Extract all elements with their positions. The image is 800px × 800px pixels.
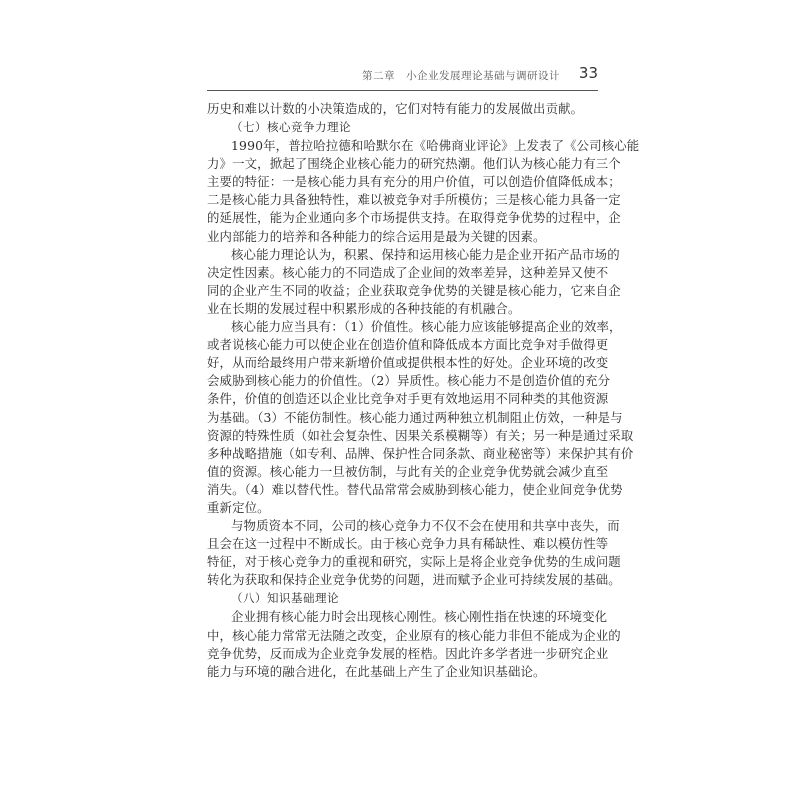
- text-line: 多种战略措施（如专利、品牌、保护性合同条款、商业秘密等）来保护其有价: [207, 445, 634, 461]
- text-line: 或者说核心能力可以使企业在创造价值和降低成本方面比竞争对手做得更: [207, 337, 609, 353]
- text-line: 转化为获取和保持企业竞争优势的问题，进而赋予企业可持续发展的基础。: [207, 572, 621, 588]
- text-line: 决定性因素。核心能力的不同造成了企业间的效率差异，这种差异又使不: [207, 264, 609, 280]
- text-line: 历史和难以计数的小决策造成的，它们对特有能力的发展做出贡献。: [207, 101, 584, 116]
- running-header: [207, 64, 598, 91]
- text-line: 重新定位。: [207, 499, 270, 515]
- text-line: 特征，对于核心竞争力的重视和研究，实际上是将企业竞争优势的生成问题: [207, 554, 621, 570]
- text-line: 中，核心能力常常无法随之改变，企业原有的核心能力非但不能成为企业的: [207, 627, 621, 643]
- text-line: 力》一文，掀起了围绕企业核心能力的研究热潮。他们认为核心能力有三个: [207, 156, 621, 172]
- text-line: 好，从而给最终用户带来新增价值或提供根本性的好处。企业环境的改变: [207, 355, 609, 371]
- text-line: 的延展性，能为企业通向多个市场提供支持。在取得竞争优势的过程中，企: [207, 210, 621, 226]
- text-line: 值的资源。核心能力一旦被仿制，与此有关的企业竞争优势就会减少直至: [207, 463, 609, 479]
- text-line: 为基础。（3）不能仿制性。核心能力通过两种独立机制阻止仿效，一种是与: [207, 409, 623, 425]
- text-line: 能力与环境的融合进化，在此基础上产生了企业知识基础论。: [207, 663, 546, 679]
- body-text: [207, 100, 640, 681]
- text-line: 消失。（4）难以替代性。替代品常常会威胁到核心能力，使企业间竞争优势: [207, 481, 623, 497]
- text-line: 且会在这一过程中不断成长。由于核心竞争力具有稀缺性、难以模仿性等: [207, 536, 609, 552]
- text-line: 二是核心能力具备独特性，难以被竞争对手所模仿；三是核心能力具备一定: [207, 192, 621, 208]
- text-line: 1990年，普拉哈拉德和哈默尔在《哈佛商业评论》上发表了《公司核心能: [231, 138, 640, 154]
- text-line: 会威胁到核心能力的价值性。（2）异质性。核心能力不是创造价值的充分: [207, 373, 611, 389]
- text-line: 核心能力理论认为，积累、保持和运用核心能力是企业开拓产品市场的: [231, 246, 620, 262]
- text-line: 同的企业产生不同的收益；企业获取竞争优势的关键是核心能力，它来自企: [207, 282, 621, 298]
- text-line: 竞争优势，反而成为企业竞争发展的桎梏。因此许多学者进一步研究企业: [207, 645, 609, 661]
- page-number: 33: [578, 64, 598, 82]
- section-heading: （八）知识基础理论: [231, 591, 339, 606]
- chapter-title: 第二章 小企业发展理论基础与调研设计: [362, 70, 560, 82]
- text-line: 主要的特征：一是核心能力具有充分的用户价值，可以创造价值降低成本；: [207, 174, 621, 190]
- text-line: 条件，价值的创造还以企业比竞争对手更有效地运用不同种类的其他资源: [207, 391, 609, 407]
- text-line: 企业拥有核心能力时会出现核心刚性。核心刚性指在快速的环境变化: [231, 609, 608, 625]
- text-line: 资源的特殊性质（如社会复杂性、因果关系模糊等）有关；另一种是通过采取: [207, 427, 634, 443]
- text-line: 与物质资本不同，公司的核心竞争力不仅不会在使用和共享中丧失，而: [231, 518, 620, 534]
- section-heading: （七）核心竞争力理论: [231, 120, 351, 135]
- text-line: 业内部能力的培养和各种能力的综合运用是最为关键的因素。: [207, 228, 546, 244]
- text-line: 核心能力应当具有：（1）价值性。核心能力应该能够提高企业的效率，: [231, 319, 622, 335]
- text-line: 业在长期的发展过程中积累形成的各种技能的有机融合。: [207, 300, 521, 316]
